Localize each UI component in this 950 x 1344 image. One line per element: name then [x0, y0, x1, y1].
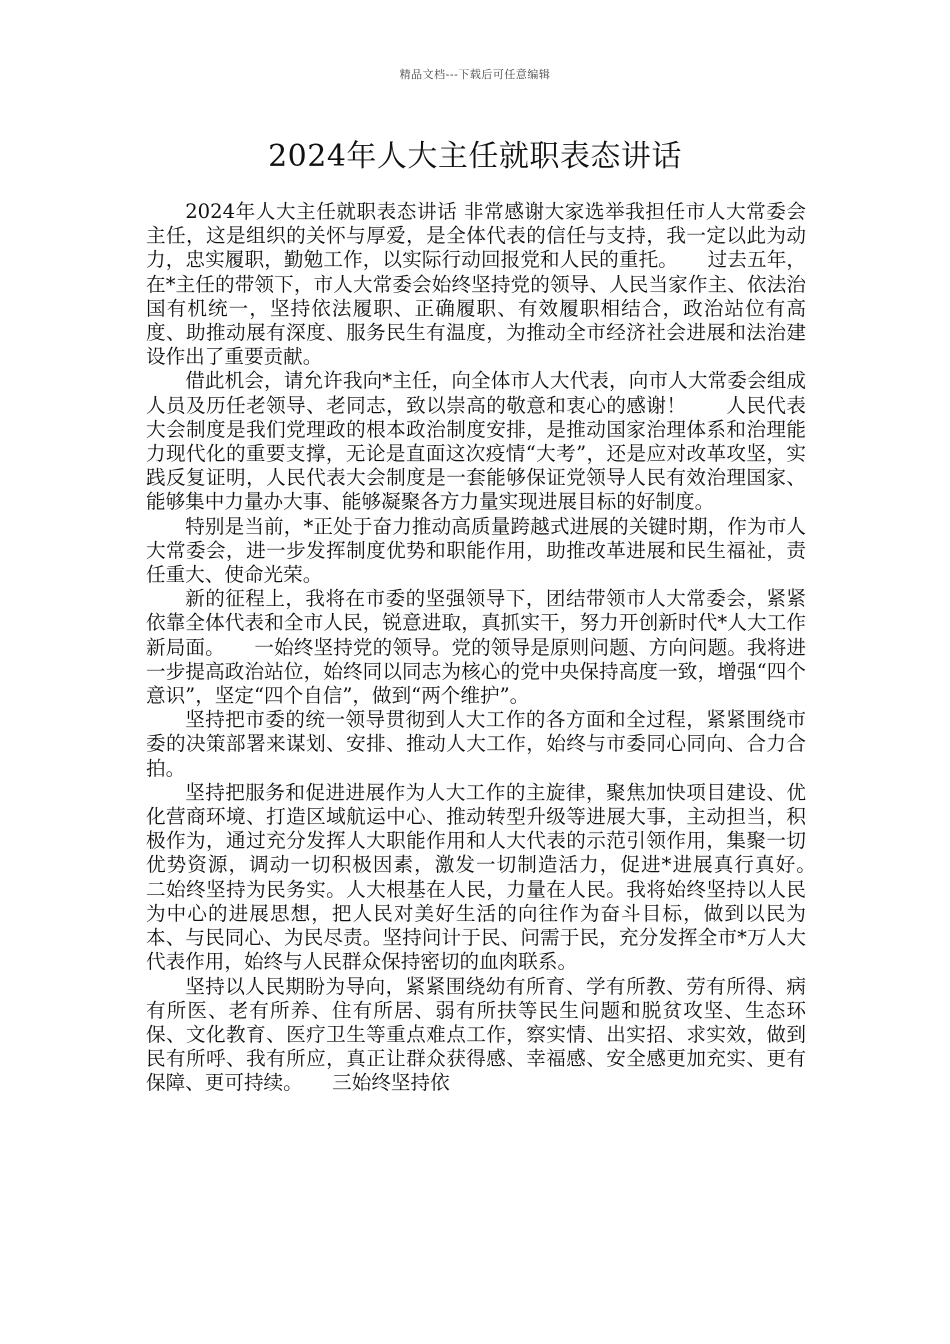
paragraph: 特别是当前，*正处于奋力推动高质量跨越式进展的关键时期，作为市人大常委会，进一步发挥制度优势和职能作用，助推改革进展和民生福祉，责任重大、使命光荣。	[146, 514, 806, 587]
document-title: 2024年人大主任就职表态讲话	[268, 139, 682, 174]
paragraph: 新的征程上，我将在市委的坚强领导下，团结带领市人大常委会，紧紧依靠全体代表和全市人民，锐意进取，真抓实干，努力开创新时代*人大工作新局面。 一始终坚持党的领导。党的领导是原则问题、方向问题。我将进一步提高政治站位，始终同以同志为核心的党中央保持高度一致，增强“四个意识”，坚定“四个自信”，做到“两个维护”。	[146, 587, 806, 708]
paragraph: 坚持把服务和促进进展作为人大工作的主旋律，聚焦加快项目建设、优化营商环境、打造区域航运中心、推动转型升级等进展大事，主动担当，积极作为，通过充分发挥人大职能作用和人大代表的示范引领作用，集聚一切优势资源，调动一切积极因素，激发一切制造活力，促进*进展真行真好。 二始终坚持为民务实。人大根基在人民，力量在人民。我将始终坚持以人民为中心的进展思想，把人民对美好生活的向往作为奋斗目标，做到以民为本、与民同心、为民尽责。坚持问计于民、问需于民，充分发挥全市*万人大代表作用，始终与人民群众保持密切的血肉联系。	[146, 780, 846, 974]
header-note: 精品文档---下载后可任意编辑	[399, 68, 551, 81]
paragraph: 坚持把市委的统一领导贯彻到人大工作的各方面和全过程，紧紧围绕市委的决策部署来谋划、安排、推动人大工作，始终与市委同心同向、合力合拍。	[146, 708, 806, 780]
paragraph: 坚持以人民期盼为导向，紧紧围绕幼有所育、学有所教、劳有所得、病有所医、老有所养、住有所居、弱有所扶等民生问题和脱贫攻坚、生态环保、文化教育、医疗卫生等重点难点工作，察实情、出实招、求实效，做到民有所呼、我有所应，真正让群众获得感、幸福感、安全感更加充实、更有保障、更可持续。 三始终坚持依	[146, 974, 806, 1095]
paragraph: 2024年人大主任就职表态讲话 非常感谢大家选举我担任市人大常委会主任，这是组织的关怀与厚爱，是全体代表的信任与支持，我一定以此为动力，忠实履职，勤勉工作，以实际行动回报党和人民的重托。 过去五年，在*主任的带领下，市人大常委会始终坚持党的领导、人民当家作主、依法治国有机统一，坚持依法履职、正确履职、有效履职相结合，政治站位有高度、助推动展有深度、服务民生有温度，为推动全市经济社会进展和法治建设作出了重要贡献。	[146, 200, 806, 369]
document-body	[146, 200, 846, 1096]
paragraph: 借此机会，请允许我向*主任，向全体市人大代表，向市人大常委会组成人员及历任老领导、老同志，致以崇高的敬意和衷心的感谢！ 人民代表大会制度是我们党理政的根本政治制度安排，是推动国家治理体系和治理能力现代化的重要支撑，无论是直面这次疫情“大考”，还是应对改革攻坚，实践反复证明，人民代表大会制度是一套能够保证党领导人民有效治理国家、能够集中力量办大事、能够凝聚各方力量实现进展目标的好制度。	[146, 369, 806, 514]
